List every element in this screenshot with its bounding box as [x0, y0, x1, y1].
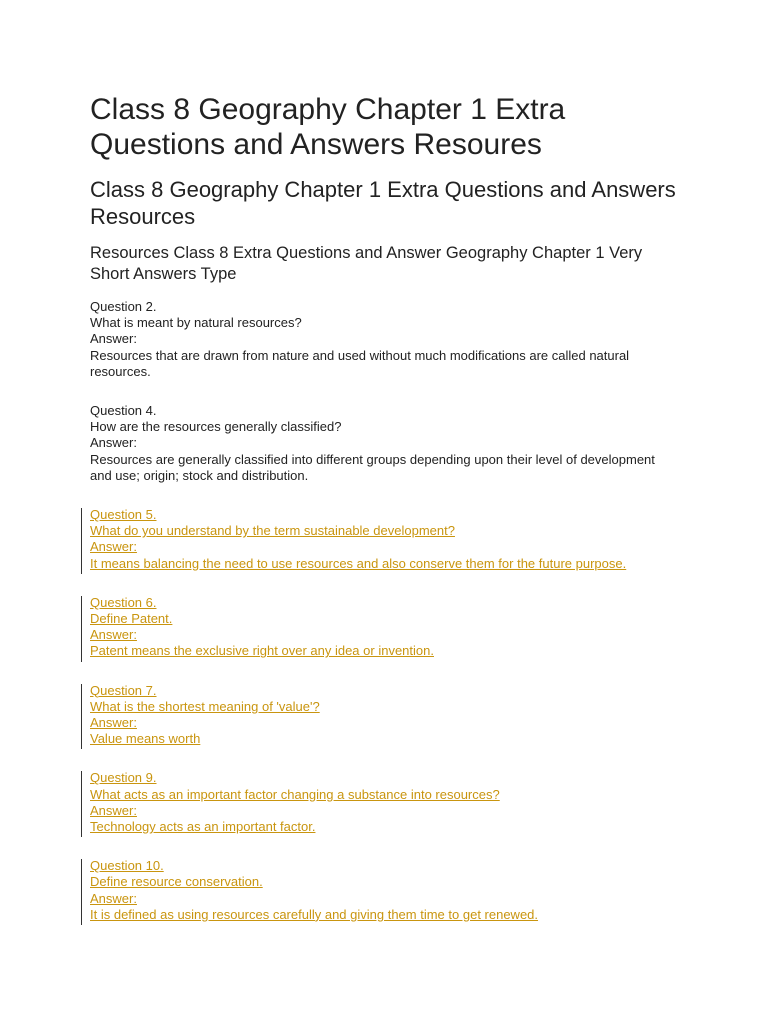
page-title: Class 8 Geography Chapter 1 Extra Questions and Answers Resoures	[90, 93, 566, 161]
question-text-link[interactable]: What is the shortest meaning of 'value'?	[90, 698, 320, 714]
question-text-link[interactable]: What acts as an important factor changing a substance into resources?	[90, 786, 500, 802]
question-number: Question 4.	[90, 403, 157, 419]
answer-text-link[interactable]: It means balancing the need to use resources and also conserve them for the future purpose.	[90, 555, 627, 571]
question-text-link[interactable]: Define Patent.	[90, 611, 173, 627]
answer-text-link[interactable]: It is defined as using resources carefully and giving them time to get renewed.	[90, 906, 539, 922]
qa-block-question-6[interactable]	[90, 595, 680, 660]
answer-text-link[interactable]: Technology acts as an important factor.	[90, 819, 316, 835]
question-text-link[interactable]: What do you understand by the term sustainable development?	[90, 523, 455, 539]
answer-label-link[interactable]: Answer:	[90, 627, 137, 643]
qa-block-question-4	[90, 403, 680, 484]
answer-label-link[interactable]: Answer:	[90, 715, 137, 731]
qa-block-question-10[interactable]	[90, 858, 680, 923]
section-heading: Resources Class 8 Extra Questions and Answer Geography Chapter 1 Very Short Answers Type	[90, 244, 643, 283]
answer-label-link[interactable]: Answer:	[90, 539, 137, 555]
document-content	[90, 92, 680, 923]
answer-label-link[interactable]: Answer:	[90, 890, 137, 906]
question-number-link[interactable]: Question 7.	[90, 682, 157, 698]
answer-text: Resources are generally classified into different groups depending upon their level of development and use; origin; stock and distribution.	[90, 451, 655, 483]
qa-block-question-7[interactable]	[90, 683, 680, 748]
question-text: How are the resources generally classified?	[90, 419, 342, 435]
question-number-link[interactable]: Question 10.	[90, 858, 164, 874]
answer-text-link[interactable]: Value means worth	[90, 731, 201, 747]
answer-text-link[interactable]: Patent means the exclusive right over any idea or invention.	[90, 643, 434, 659]
qa-block-question-2	[90, 299, 680, 380]
qa-block-question-5[interactable]	[90, 507, 680, 572]
answer-label-link[interactable]: Answer:	[90, 802, 137, 818]
answer-label: Answer:	[90, 435, 137, 451]
question-number: Question 2.	[90, 299, 157, 314]
question-text-link[interactable]: Define resource conservation.	[90, 874, 263, 890]
question-text: What is meant by natural resources?	[90, 315, 302, 331]
qa-block-question-9[interactable]	[90, 770, 680, 835]
question-number-link[interactable]: Question 9.	[90, 770, 157, 786]
question-number-link[interactable]: Question 6.	[90, 594, 157, 610]
answer-text: Resources that are drawn from nature and used without much modifications are called natural resources.	[90, 347, 630, 379]
answer-label: Answer:	[90, 331, 137, 347]
question-number-link[interactable]: Question 5.	[90, 507, 157, 523]
page-subtitle: Class 8 Geography Chapter 1 Extra Questions and Answers Resources	[90, 177, 676, 229]
